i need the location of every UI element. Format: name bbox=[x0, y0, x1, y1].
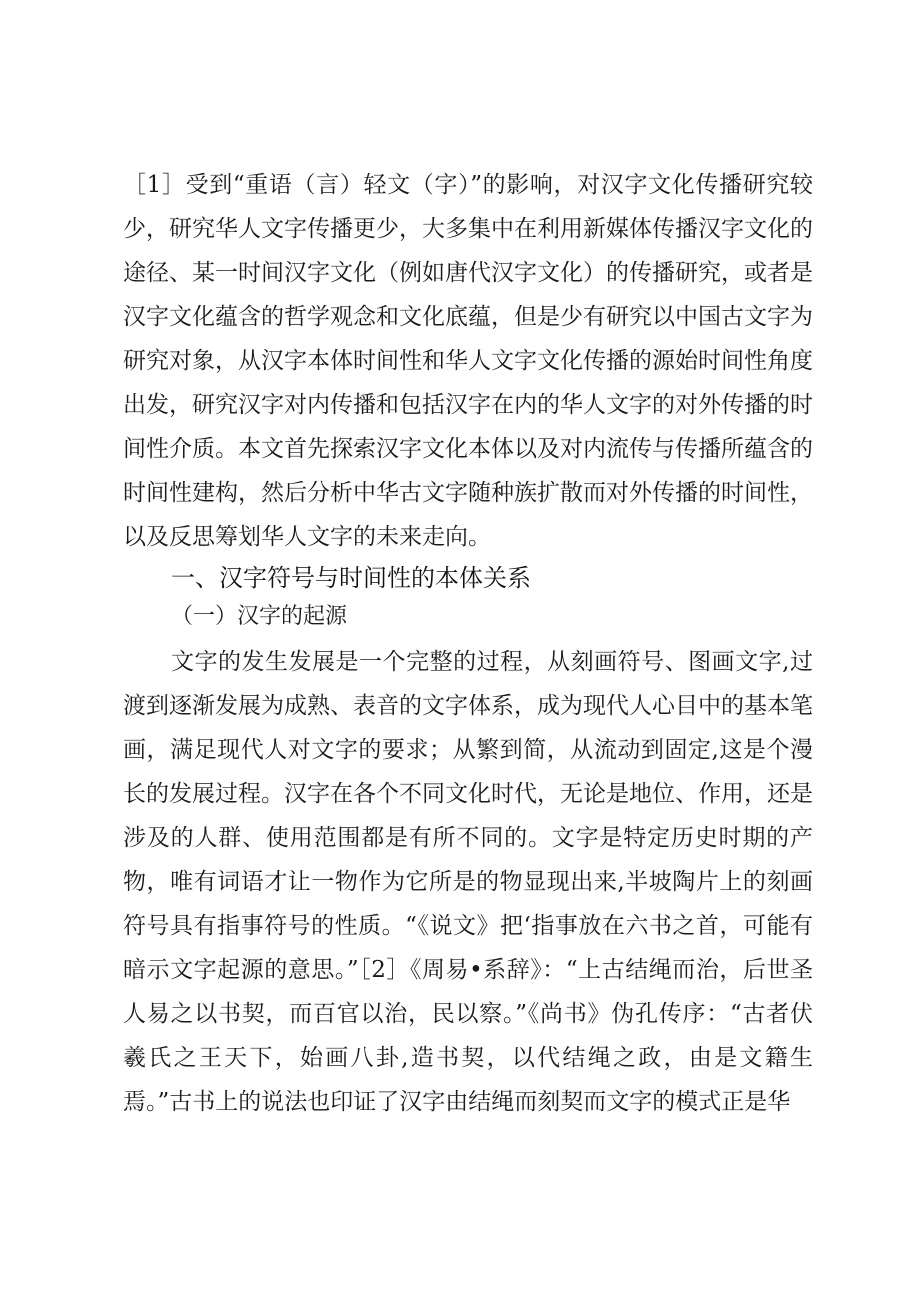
subsection-heading: （一）汉字的起源 bbox=[171, 604, 348, 629]
section-heading: 一、汉字符号与时间性的本体关系 bbox=[171, 564, 531, 592]
intro-paragraph: ［1］受到“重语（言）轻文（字）”的影响，对汉字文化传播研究较少，研究华人文字传播更少，大多集中在利用新媒体传播汉字文化的途径、某一时间汉字文化（例如唐代汉字文化）的传播研究，或者是汉字文化蕴含的哲学观念和文化底蕴，但是少有研究以中国古文字为研究对象，从汉字本体时间性和华人文字文化传播的源始时间性角度出发，研究汉字对内传播和包括汉字在内的华人文字的对外传播的时间性介质。本文首先探索汉字文化本体以及对内流传与传播所蕴含的时间性建构，然后分析中华古文字随种族扩散而对外传播的时间性，以及反思筹划华人文字的未来走向。 bbox=[123, 172, 813, 550]
body-paragraph: 文字的发生发展是一个完整的过程，从刻画符号、图画文字,过渡到逐渐发展为成熟、表音的文字体系，成为现代人心目中的基本笔画，满足现代人对文字的要求；从繁到简，从流动到固定,这是个漫长的发展过程。汉字在各个不同文化时代，无论是地位、作用，还是涉及的人群、使用范围都是有所不同的。文字是特定历史时期的产物，唯有词语才让一物作为它所是的物显现出来,半坡陶片上的刻画符号具有指事符号的性质。“《说文》把‘指事放在六书之首，可能有暗示文字起源的意思。”［2］《周易•系辞》：“上古结绳而治，后世圣人易之以书契，而百官以治，民以察。”《尚书》伪孔传序：“古者伏羲氏之王天下，始画八卦,造书契，以代结绳之政，由是文籍生焉。”古书上的说法也印证了汉字由结绳而刻契而文字的模式正是华 bbox=[123, 649, 813, 1115]
